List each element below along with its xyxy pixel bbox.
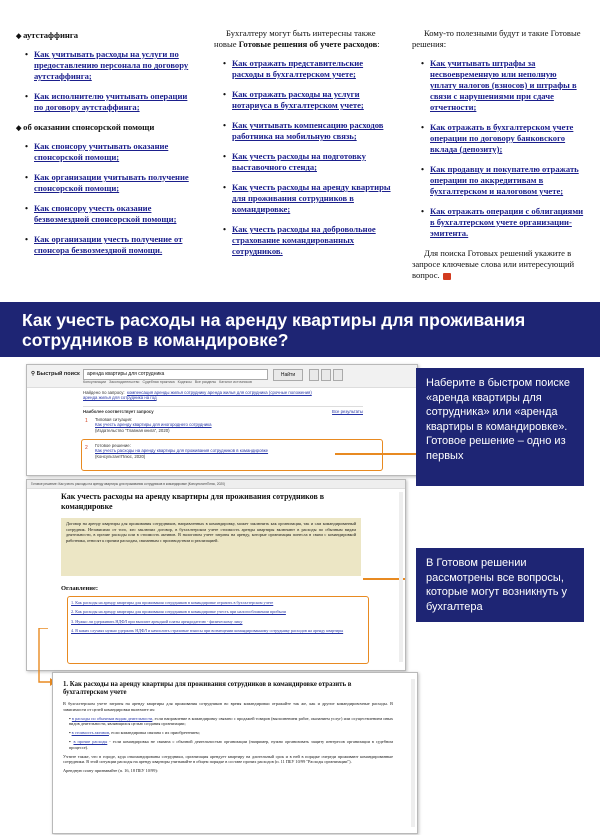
- list-item: [214, 58, 394, 80]
- list-item: [16, 141, 194, 163]
- table-of-contents: [71, 600, 361, 634]
- link[interactable]: Как организации учесть получение от спонсора безвозмездной помощи.: [34, 234, 183, 255]
- result-item-1[interactable]: Типовая ситуация: Как учесть аренду квартиры для иногороднего сотрудника (Издательство "Главная книга", 2020): [95, 417, 212, 433]
- quick-search-label: ⚲ Быстрый поиск: [31, 371, 80, 377]
- toc-title: Оглавление:: [61, 585, 99, 592]
- result-number: 2: [85, 445, 88, 451]
- link[interactable]: Как спонсору учесть оказание безвозмездной спонсорской помощи;: [34, 203, 177, 224]
- toc-item[interactable]: 2. Как расходы на аренду квартиры для проживания сотрудников в командировке учесть при налогообложении прибыли: [71, 609, 286, 615]
- search-input[interactable]: аренда квартиры для сотрудника: [83, 369, 268, 380]
- result-item-2[interactable]: Готовое решение: Как учесть расходы на аренду квартиры для проживания сотрудников в командировке (КонсультантПлюс, 2020): [95, 443, 269, 459]
- list-item: [16, 234, 194, 256]
- link[interactable]: Как продавцу и покупателю отражать операции по аккредитивам в бухгалтерском и налоговом учете;: [430, 164, 579, 196]
- list-item: [412, 164, 584, 197]
- section-heading-outstaffing: ◆ аутстаффинга: [16, 30, 194, 41]
- link[interactable]: Как отражать в бухгалтерском учете операции по договору банковского вклада (депозиту);: [430, 122, 574, 154]
- search-screenshot: [26, 364, 418, 476]
- callout-search-tip: Наберите в быстром поиске «аренда квартиры для сотрудника» или «аренда квартиры в командировке». Готовое решение – одно из первых: [416, 368, 584, 486]
- link[interactable]: Как учесть расходы на добровольное страхование командированных сотрудников.: [232, 224, 376, 256]
- search-menu: Консультации Законодательство Судебная практика Кодексы Все разделы Каталог источников: [83, 380, 252, 384]
- find-button[interactable]: Найти: [273, 369, 303, 381]
- tool-button[interactable]: [321, 369, 331, 381]
- link[interactable]: Как организации учитывать получение спонсорской помощи;: [34, 172, 189, 193]
- list-item: [214, 151, 394, 173]
- document-screenshot: [26, 479, 406, 671]
- document-tab-bar: Готовое решение: Как учесть расходы на аренду квартиры для проживания сотрудников в командировке (КонсультантПлюс, 2020): [27, 480, 406, 489]
- link[interactable]: Как учесть расходы на подготовку выставочного стенда;: [232, 151, 366, 172]
- column-left: [16, 28, 194, 265]
- link[interactable]: Как исполнителю учитывать операции по договору аутстаффинга;: [34, 91, 188, 112]
- column-right: [412, 28, 584, 281]
- result-title[interactable]: Как учесть расходы на аренду квартиры для проживания сотрудников в командировке: [95, 448, 269, 454]
- callout-solution-tip: В Готовом решении рассмотрены все вопросы, которые могут возникнуть у бухгалтера: [416, 548, 584, 622]
- link[interactable]: Как отражать операции с облигациями в бухгалтерском учете организации-эмитента.: [430, 206, 584, 238]
- link[interactable]: Как отражать расходы на услуги нотариуса в бухгалтерском учете;: [232, 89, 364, 110]
- search-icon: ⚲: [31, 371, 36, 377]
- bullet-item: ▪ в прочие расходы - если командировка не связана с обычной деятельностью организации (например, нужно организовать защиту интересов организации в судебном процессе).: [69, 738, 393, 750]
- list-item: [412, 122, 584, 155]
- bullet-item: ▪ в расходы по обычным видам деятельности, если направление в командировку связано с продажей товаров (выполнением работ, оказанием услуг) или осуществлением иных видов деятельности, являющихся целью создания организации;: [69, 715, 393, 727]
- tool-button[interactable]: [333, 369, 343, 381]
- right-intro: Кому-то полезными будут и такие Готовые решения:: [412, 28, 581, 49]
- result-type: Типовая ситуация:: [95, 417, 133, 422]
- link[interactable]: Как отражать представительские расходы в бухгалтерском учете;: [232, 58, 364, 79]
- sponsorship-links: [16, 141, 194, 256]
- link[interactable]: Как учитывать расходы на услуги по предоставлению персонала по договору аутстаффинга;: [34, 49, 189, 81]
- scrollbar[interactable]: [411, 679, 415, 827]
- other-links: [412, 58, 584, 239]
- result-type: Готовое решение:: [95, 443, 131, 448]
- toc-item[interactable]: 1. Как расходы на аренду квартиры для проживания сотрудников в командировке отразить в бухгалтерском учете: [71, 600, 274, 605]
- middle-intro: Бухгалтеру могут быть интересны также новые Готовые решения об учете расходов:: [214, 28, 380, 49]
- toc-item[interactable]: 3. Нужно ли удерживать НДФЛ при выплате арендной платы арендодателю - физическому лицу: [71, 618, 243, 624]
- column-middle: [214, 28, 394, 266]
- scrollbar[interactable]: [399, 492, 403, 662]
- found-block: Найдено по запросу: компенсация аренды жилья сотруднику аренда жилья для сотрудника (срочные положения) аренда жилья для сотрудника на год: [83, 390, 312, 401]
- end-mark-icon: [443, 273, 451, 280]
- outstaffing-links: [16, 49, 194, 113]
- bullet-item: ▪ в стоимость активов, если командировка связана с их приобретением;: [69, 730, 200, 736]
- list-item: [16, 91, 194, 113]
- toc-item[interactable]: 4. В каких случаях нужно удержать НДФЛ и начислить страховые взносы при возмещении командированному сотруднику расходов на аренду квартиры: [71, 628, 344, 634]
- section-heading-sponsorship: ◆ об оказании спонсорской помощи: [16, 122, 194, 133]
- list-item: [214, 89, 394, 111]
- list-item: [214, 120, 394, 142]
- list-item: [412, 206, 584, 239]
- tool-button[interactable]: [309, 369, 319, 381]
- link[interactable]: Как спонсору учитывать оказание спонсорской помощи;: [34, 141, 169, 162]
- list-item: [214, 224, 394, 257]
- link[interactable]: Как учитывать штрафы за несвоевременную или неполную уплату налогов (взносов) и штрафы в связи с нарушениями при сдаче отчетности;: [430, 58, 577, 112]
- link[interactable]: Как учитывать компенсацию расходов работника на мобильную связь;: [232, 120, 384, 141]
- section-banner: [0, 302, 600, 357]
- list-item: [16, 49, 194, 82]
- expense-links: [214, 58, 394, 257]
- section-body: В бухгалтерском учете затраты на аренду квартиры для проживания сотрудников во время командировки отражайте так же, как и другие командировочные расходы. В зависимости от целей командировки включите их: ▪ в расходы по обычным видам деятельности, если направление в командировку связано с продажей товаров (выполнением работ, оказанием услуг) или осуществлением иных видов деятельности, являющихся целью создания организации; ▪ в стоимость активов, если командировка связана с их приобретением; ▪ в прочие расходы - если командировка не связана с обычной деятельностью организации (например, нужно организовать защиту интересов организации в судебном процессе). Учтите также, что в городе, куда откомандированы сотрудники, организация арендует квартиру на длительный срок и в ней в порядке очереди проживают командированные сотрудники. В этой ситуации расходы на аренду квартиры учитывайте в общем порядке в составе прочих расходов (п. 11 ПБУ 10/99 "Расходы организации"). Арендную плату признавайте (п. 16, 18 ПБУ 10/99):: [63, 701, 393, 774]
- link[interactable]: Как учесть расходы на аренду квартиры для проживания сотрудников в командировке;: [232, 182, 391, 214]
- result-title[interactable]: Как учесть аренду квартиры для иногороднего сотрудника: [95, 422, 212, 428]
- banner-title: Как учесть расходы на аренду квартиры для проживания сотрудников в командировке?: [22, 310, 526, 351]
- callout-pointer: [335, 453, 417, 455]
- list-item: [412, 58, 584, 113]
- section-screenshot: [52, 672, 418, 834]
- document-summary: Договор на аренду квартиры для проживания сотрудников, направленных в командировку, может заключить как организация, так и сам командированный сотрудник. Независимо от того, кто заключил договор, в бухгалтерском учете стоимость аренды квартиры включают в расходы по обычным видам деятельности, в прочие расходы или в стоимость активов. В налоговом учете затраты на аренду, которые организация понесла в связи с командировкой работника, относят к прочим расходам, связанным с производством и реализацией.: [61, 518, 361, 576]
- section-title: 1. Как расходы на аренду квартиры для проживания сотрудников в командировке отразить в бухгалтерском учете: [63, 681, 352, 697]
- list-item: [214, 182, 394, 215]
- results-header: Наиболее соответствует запросу Все результаты: [83, 406, 363, 414]
- list-item: [16, 203, 194, 225]
- list-item: [16, 172, 194, 194]
- right-outro: Для поиска Готовых решений укажите в запросе ключевые слова или интересующий вопрос.: [412, 248, 575, 280]
- document-title: Как учесть расходы на аренду квартиры для проживания сотрудников в командировке: [61, 492, 325, 511]
- result-number: 1: [85, 418, 88, 424]
